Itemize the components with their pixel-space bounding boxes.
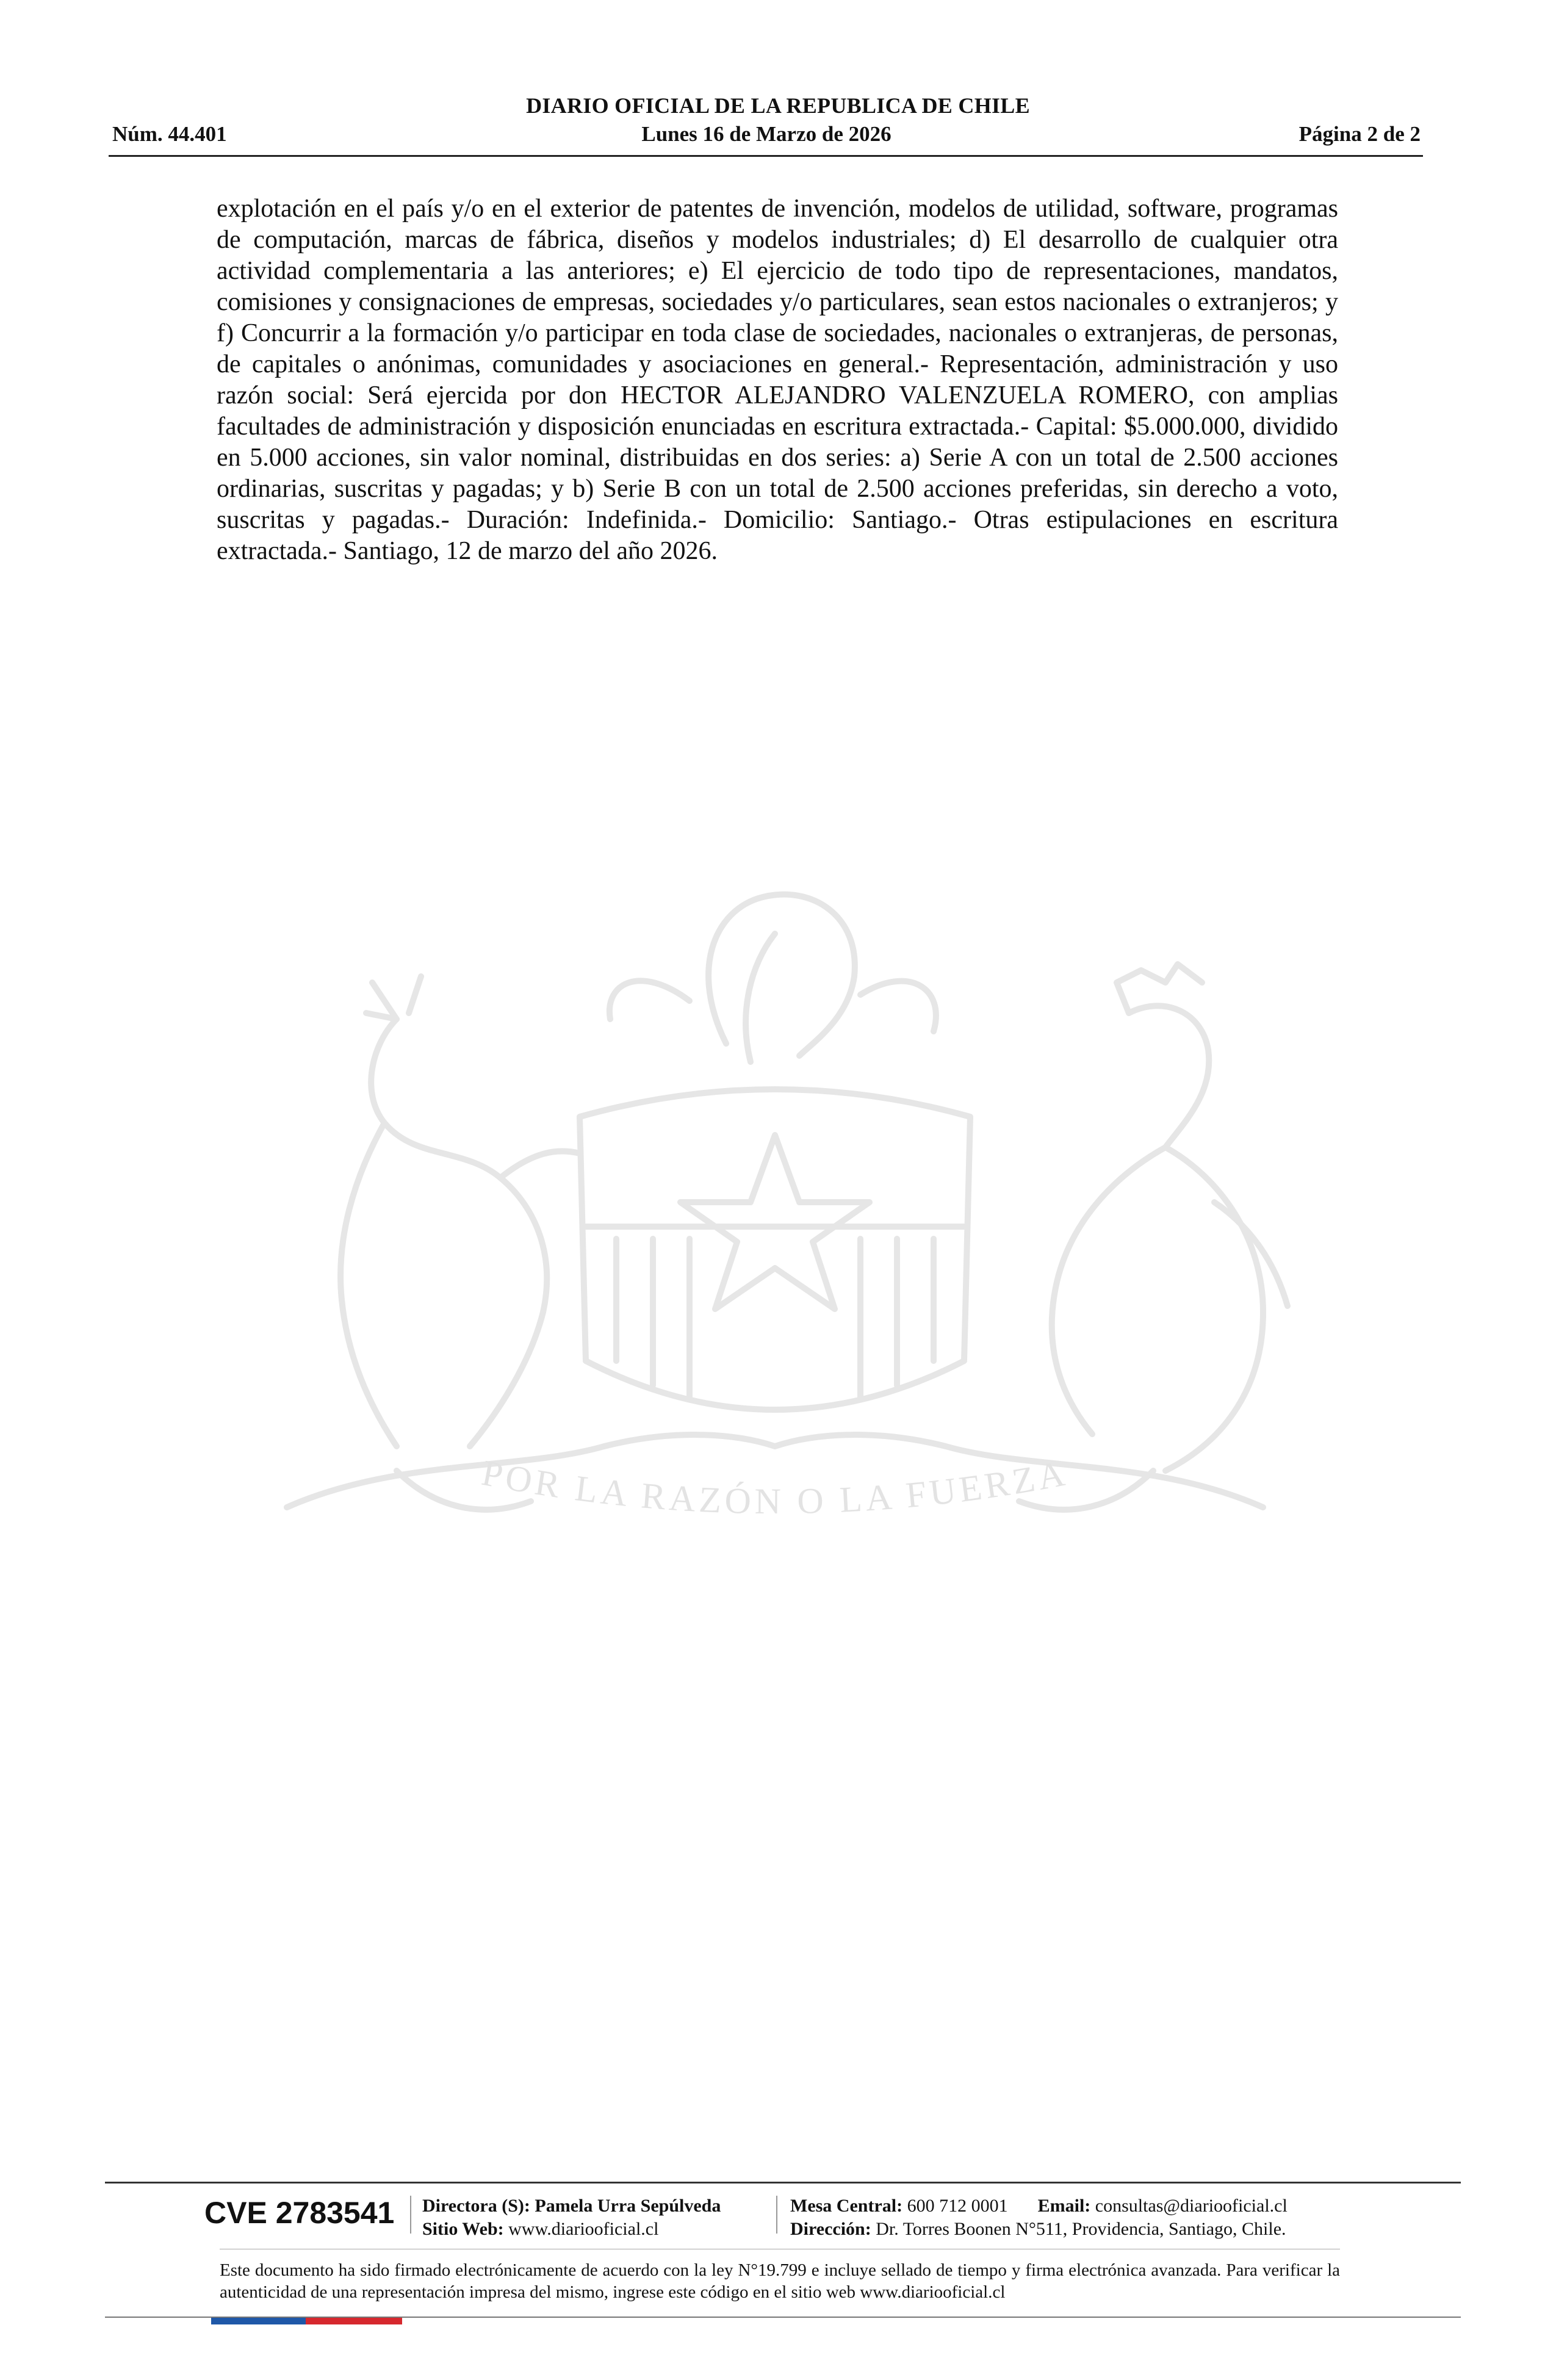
page-indicator: Página 2 de 2 — [1298, 122, 1421, 146]
phone-label: Mesa Central: — [790, 2196, 903, 2216]
header-row — [110, 122, 1423, 150]
director-name: Pamela Urra Sepúlveda — [535, 2196, 721, 2216]
motto-text: POR LA RAZÓN O LA FUERZA — [478, 1452, 1072, 1522]
flag-stripe-blue — [211, 2318, 306, 2324]
director-label: Directora (S): — [422, 2196, 530, 2216]
cve-code: CVE 2783541 — [204, 2196, 395, 2230]
header-divider — [109, 155, 1423, 157]
phone-email-line — [790, 2194, 1288, 2218]
address-text: Dr. Torres Boonen N°511, Providencia, Santiago, Chile. — [876, 2219, 1286, 2239]
email-link[interactable]: consultas@diariooficial.cl — [1095, 2196, 1288, 2216]
newspaper-title: DIARIO OFICIAL DE LA REPUBLICA DE CHILE — [526, 93, 1030, 118]
footer-contact-column — [790, 2194, 1288, 2241]
email-label: Email: — [1037, 2196, 1091, 2216]
article-paragraph: explotación en el país y/o en el exterior de patentes de invención, modelos de utilidad, software, programas de computación, marcas de fábrica, diseños y modelos industriales; d) El desarrollo de cualquier otra actividad complementaria a las anteriores; e) El ejercicio de todo tipo de representaciones, mandatos, comisiones y consignaciones de empresas, sociedades y/o particulares, sean estos nacionales o extranjeros; y f) Concurrir a la formación y/o participar en toda clase de sociedades, nacionales o extranjeras, de personas, de capitales o anónimas, comunidades y asociaciones en general.- Representación, administración y uso razón social: Será ejercida por don HECTOR ALEJANDRO VALENZUELA ROMERO, con amplias facultades de administración y disposición enunciadas en escritura extractada.- Capital: $5.000.000, dividido en 5.000 acciones, sin valor nominal, distribuidas en dos series: a) Serie A con un total de 2.500 acciones ordinarias, suscritas y pagadas; y b) Serie B con un total de 2.500 acciones preferidas, sin derecho a voto, suscritas y pagadas.- Duración: Indefinida.- Domicilio: Santiago.- Otras estipulaciones en escritura extractada.- Santiago, 12 de marzo del año 2026. — [217, 195, 1338, 565]
footer-separator — [776, 2196, 777, 2234]
address-label: Dirección: — [790, 2219, 871, 2239]
legal-notice: Este documento ha sido firmado electrónicamente de acuerdo con la ley N°19.799 e incluye sellado de tiempo y firma electrónica avanzada. Para verificar la autenticidad de una representación impresa del mismo, ingrese este código en el sitio web www.diariooficial.cl — [220, 2260, 1340, 2302]
article-body — [217, 193, 1338, 567]
website-link[interactable]: www.diariooficial.cl — [508, 2219, 659, 2239]
footer-separator — [410, 2196, 411, 2234]
footer-director-column — [422, 2194, 721, 2241]
flag-stripe-red — [306, 2318, 402, 2324]
website-line — [422, 2218, 721, 2241]
director-line — [422, 2194, 721, 2218]
website-label: Sitio Web: — [422, 2219, 504, 2239]
issue-number: Núm. 44.401 — [112, 122, 227, 146]
footer-divider-top — [105, 2182, 1461, 2183]
coat-of-arms-watermark — [214, 860, 1336, 1672]
phone-number: 600 712 0001 — [907, 2196, 1008, 2216]
issue-date: Lunes 16 de Marzo de 2026 — [641, 122, 891, 146]
svg-text:POR LA RAZÓN O LA FUERZA — [478, 1452, 1071, 1521]
address-line — [790, 2218, 1288, 2241]
